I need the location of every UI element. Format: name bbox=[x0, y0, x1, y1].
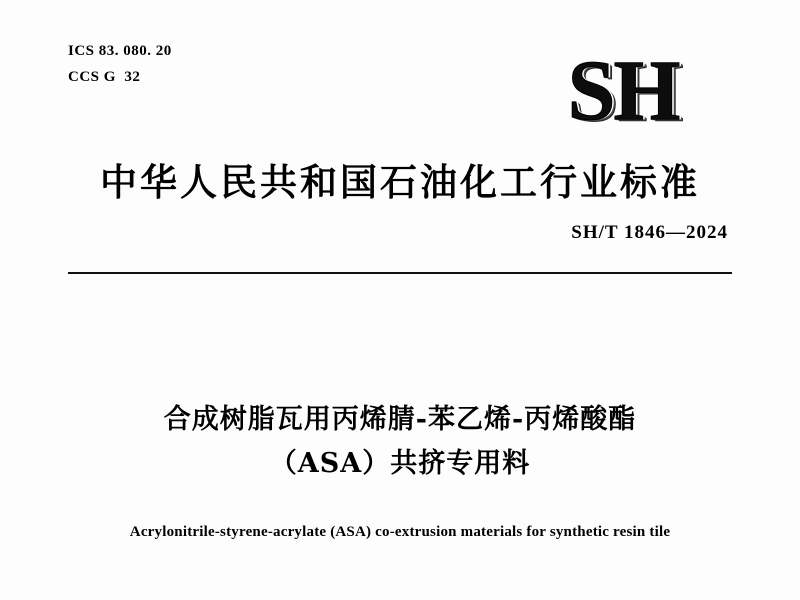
subject-title-english: Acrylonitrile-styrene-acrylate (ASA) co-extrusion materials for synthetic resin tile bbox=[129, 524, 671, 540]
subject-title-line-1: 合成树脂瓦用丙烯腈-苯乙烯-丙烯酸酯 bbox=[163, 404, 637, 435]
ccs-code: CCS G 32 bbox=[68, 69, 141, 85]
sh-emblem bbox=[518, 44, 728, 136]
classification-codes bbox=[68, 38, 172, 90]
sh-emblem-text: SH bbox=[567, 42, 679, 138]
standard-number: SH/T 1846—2024 bbox=[571, 222, 728, 243]
horizontal-divider bbox=[68, 272, 732, 274]
ics-code: ICS 83. 080. 20 bbox=[68, 43, 172, 59]
subject-title-line-2: （ASA）共挤专用料 bbox=[269, 448, 531, 479]
subject-title bbox=[70, 398, 730, 486]
standard-title: 中华人民共和国石油化工行业标准 bbox=[100, 160, 700, 204]
